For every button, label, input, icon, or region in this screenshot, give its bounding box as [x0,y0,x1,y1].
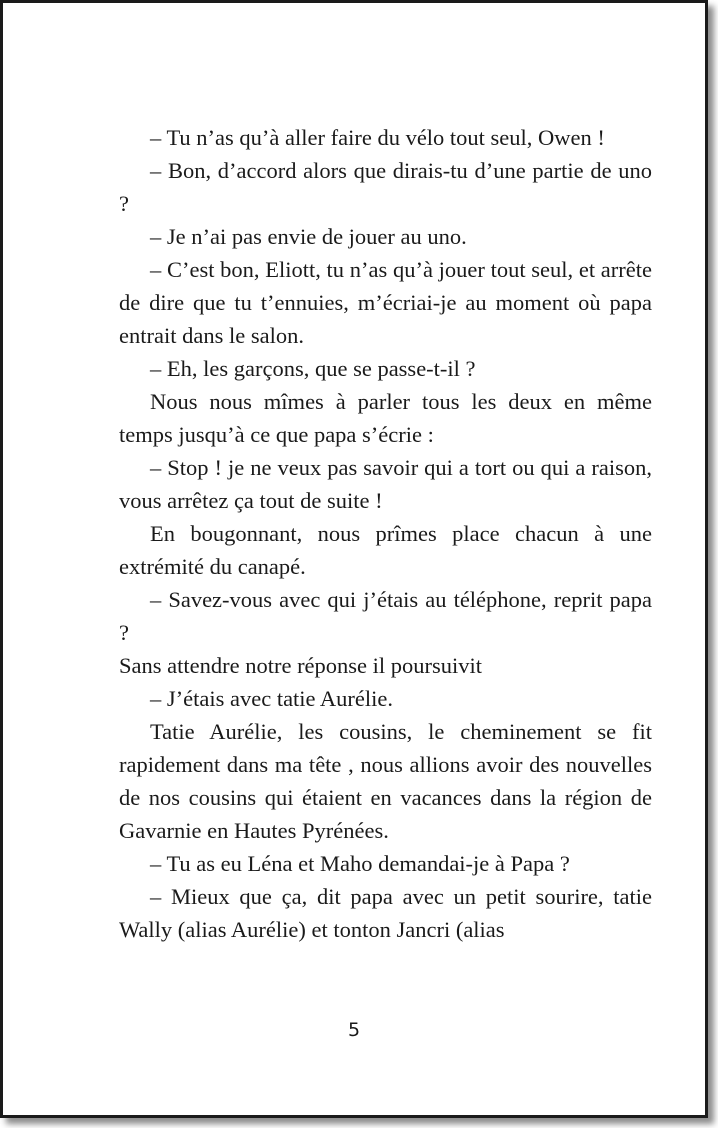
page-text [119,121,652,946]
paragraph: – C’est bon, Eliott, tu n’as qu’à jouer tout seul, et arrête de dire que tu t’ennuies, m’écriai-je au moment où papa entrait dans le salon. [119,257,652,348]
page-number: 5 [347,1019,361,1041]
paragraph: – Bon, d’accord alors que dirais-tu d’une partie de uno ? [119,158,652,216]
paragraph: – Tu as eu Léna et Maho demandai-je à Papa ? [150,851,570,876]
paragraph: – Stop ! je ne veux pas savoir qui a tort ou qui a raison, vous arrêtez ça tout de suite ! [119,455,652,513]
paragraph: Sans attendre notre réponse il poursuivit [119,653,483,678]
paragraph: – Je n’ai pas envie de jouer au uno. [150,224,467,249]
paragraph: – J’étais avec tatie Aurélie. [150,686,394,711]
paragraph: En bougonnant, nous prîmes place chacun à une extrémité du canapé. [119,521,652,579]
paragraph: Nous nous mîmes à parler tous les deux en même temps jusqu’à ce que papa s’écrie : [119,389,652,447]
paragraph: – Eh, les garçons, que se passe-t-il ? [150,356,476,381]
paragraph: – Savez-vous avec qui j’étais au téléphone, reprit papa ? [119,587,652,645]
paragraph: – Mieux que ça, dit papa avec un petit sourire, tatie Wally (alias Aurélie) et tonton Jancri (alias [119,884,652,942]
paragraph: – Tu n’as qu’à aller faire du vélo tout seul, Owen ! [150,125,605,150]
paragraph: Tatie Aurélie, les cousins, le cheminement se fit rapidement dans ma tête , nous allions avoir des nouvelles de nos cousins qui étaient en vacances dans la région de Gavarnie en Hautes Pyrénées. [119,719,652,843]
